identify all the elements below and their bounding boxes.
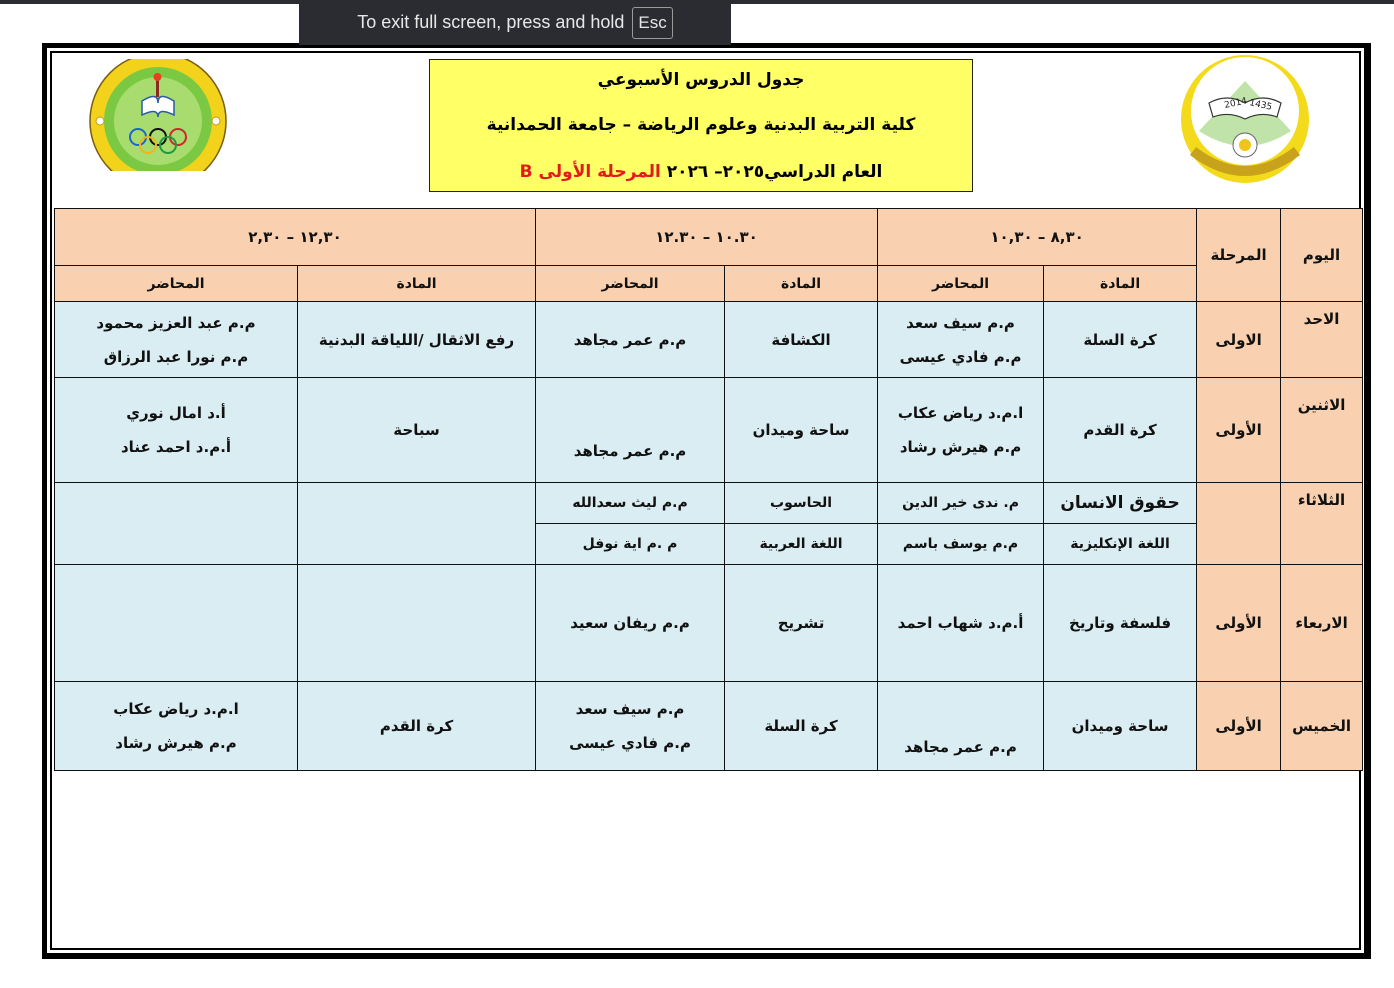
lecturer-cell: م.م ريفان سعيد	[536, 565, 725, 682]
schedule-title: جدول الدروس الأسبوعي	[597, 70, 805, 90]
lecturer-name: م.م نورا عبد الرزاق	[103, 347, 249, 366]
document-frame	[50, 51, 1361, 950]
day-cell: الثلاثاء	[1281, 483, 1363, 565]
lecturer-cell: م.م عمر مجاهد	[536, 378, 725, 483]
table-row-tuesday-a	[55, 483, 1363, 524]
lecturer-name: م.م هيرش رشاد	[899, 438, 1022, 456]
subject-cell: حقوق الانسان	[1044, 483, 1197, 524]
lecturer-cell: م .م اية نوفل	[536, 524, 725, 565]
university-logo-icon	[1179, 41, 1311, 187]
header-subject-3: المادة	[298, 266, 536, 302]
header-lecturer-1: المحاضر	[878, 266, 1044, 302]
academic-year: العام الدراسي٢٠٢٥– ٢٠٢٦	[666, 162, 883, 182]
lecturer-cell: م.م عمر مجاهد	[878, 682, 1044, 771]
table-row-wednesday	[55, 565, 1363, 682]
header-lecturer-2: المحاضر	[536, 266, 725, 302]
title-box	[429, 59, 973, 192]
lecturer-cell: م.م عمر مجاهد	[536, 302, 725, 378]
academic-year-line	[430, 162, 972, 182]
lecturer-cell	[55, 682, 298, 771]
table-row-thursday	[55, 682, 1363, 771]
lecturer-name: م.م فادي عيسى	[899, 347, 1022, 366]
lecturer-cell: م.م ليث سعدالله	[536, 483, 725, 524]
subject-cell: الحاسوب	[725, 483, 878, 524]
esc-key-badge: Esc	[632, 7, 672, 39]
day-cell: الاحد	[1281, 302, 1363, 378]
lecturer-cell-empty	[55, 565, 298, 682]
subject-cell: كرة السلة	[725, 682, 878, 771]
lecturer-name: م.م سيف سعد	[906, 313, 1015, 332]
header-period-3: ١٢,٣٠ – ٢,٣٠	[55, 209, 536, 266]
lecturer-name: م.م فادي عيسى	[569, 734, 691, 752]
subject-cell-empty	[298, 565, 536, 682]
subject-cell: ساحة وميدان	[1044, 682, 1197, 771]
lecturer-cell	[55, 302, 298, 378]
subject-cell: كرة السلة	[1044, 302, 1197, 378]
svg-text:2014: 2014	[1223, 96, 1249, 111]
lecturer-cell	[878, 378, 1044, 483]
lecturer-cell	[536, 682, 725, 771]
lecturer-name: أ.م.د احمد عناد	[120, 438, 232, 456]
subject-cell: تشريح	[725, 565, 878, 682]
subject-cell-empty	[298, 483, 536, 565]
fullscreen-notice	[299, 0, 731, 45]
day-cell: الاثنين	[1281, 378, 1363, 483]
header-subject-2: المادة	[725, 266, 878, 302]
subject-cell: سباحة	[298, 378, 536, 483]
subject-cell: اللغة العربية	[725, 524, 878, 565]
lecturer-cell: أ.م.د شهاب احمد	[878, 565, 1044, 682]
subject-cell: رفع الاثقال /اللياقة البدنية	[298, 302, 536, 378]
header-period-2: ١٠.٣٠ – ١٢.٣٠	[536, 209, 878, 266]
lecturer-cell: م. ندى خير الدين	[878, 483, 1044, 524]
stage-label: المرحلة الأولى B	[519, 162, 661, 182]
stage-cell: الأولى	[1197, 378, 1281, 483]
header-row-periods	[55, 209, 1363, 266]
subject-cell: ساحة وميدان	[725, 378, 878, 483]
lecturer-cell	[55, 378, 298, 483]
day-cell: الاربعاء	[1281, 565, 1363, 682]
lecturer-name: أ.د امال نوري	[126, 404, 226, 422]
table-row-sunday	[55, 302, 1363, 378]
svg-text:1435: 1435	[1248, 98, 1273, 113]
lecturer-name: م.م سيف سعد	[575, 700, 685, 718]
day-cell: الخميس	[1281, 682, 1363, 771]
lecturer-cell	[878, 302, 1044, 378]
fullscreen-notice-text: To exit full screen, press and hold	[357, 12, 625, 32]
lecturer-name: م.م عبد العزيز محمود	[96, 313, 256, 332]
header-period-1: ٨,٣٠ – ١٠,٣٠	[878, 209, 1197, 266]
lecturer-name: ا.م.د رياض عكاب	[113, 700, 239, 718]
header-day: اليوم	[1281, 209, 1363, 302]
table-row-monday	[55, 378, 1363, 483]
subject-cell: كرة القدم	[1044, 378, 1197, 483]
lecturer-name: م.م هيرش رشاد	[115, 734, 237, 752]
header-stage: المرحلة	[1197, 209, 1281, 302]
subject-cell: كرة القدم	[298, 682, 536, 771]
subject-cell: الكشافة	[725, 302, 878, 378]
subject-cell: اللغة الإنكليزية	[1044, 524, 1197, 565]
lecturer-cell-empty	[55, 483, 298, 565]
document-page	[42, 43, 1371, 959]
lecturer-cell: م.م يوسف باسم	[878, 524, 1044, 565]
header-subject-1: المادة	[1044, 266, 1197, 302]
stage-cell: الأولى	[1197, 682, 1281, 771]
stage-cell	[1197, 483, 1281, 565]
stage-cell: الأولى	[1197, 565, 1281, 682]
header-lecturer-3: المحاضر	[55, 266, 298, 302]
schedule-table	[54, 208, 1363, 771]
college-name: كلية التربية البدنية وعلوم الرياضة – جامعة الحمدانية	[486, 115, 916, 135]
header-row-columns	[55, 266, 1363, 302]
stage-cell: الاولى	[1197, 302, 1281, 378]
college-logo-icon	[88, 59, 228, 171]
subject-cell: فلسفة وتاريخ	[1044, 565, 1197, 682]
lecturer-name: ا.م.د رياض عكاب	[897, 404, 1024, 422]
